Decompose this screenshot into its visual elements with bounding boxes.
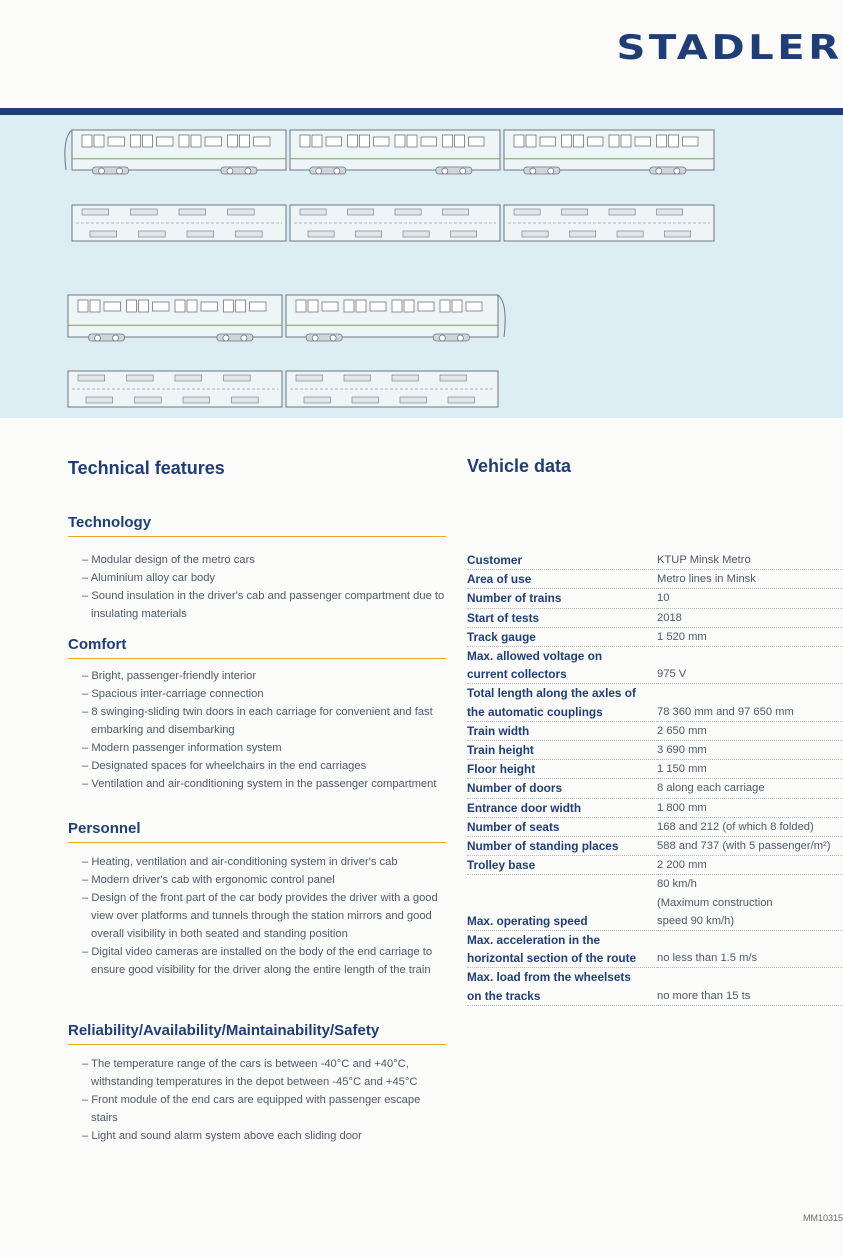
door-window: [224, 300, 234, 312]
car-window: [157, 137, 174, 146]
door-window: [175, 300, 185, 312]
row-value: [657, 721, 843, 740]
row-value: [657, 627, 843, 646]
roof-unit: [228, 209, 255, 215]
table-row: [467, 647, 843, 684]
bogie: [650, 167, 686, 174]
roof-unit: [344, 375, 370, 381]
car-window: [201, 302, 218, 311]
wheel: [330, 335, 336, 341]
list-item: – Sound insulation in the driver's cab and passenger compartment due to insulating materials: [82, 587, 446, 623]
car-window: [153, 302, 170, 311]
wheel: [457, 335, 463, 341]
row-label: [467, 589, 657, 608]
door-window: [526, 135, 536, 147]
row-value: [657, 837, 843, 856]
door-window: [562, 135, 572, 147]
bogie: [217, 334, 253, 341]
car-window: [469, 137, 485, 146]
car-window: [635, 137, 651, 146]
roof-unit: [400, 397, 426, 403]
wheel: [530, 168, 536, 174]
car-window: [588, 137, 604, 146]
roof-unit: [352, 397, 378, 403]
label-line: on the tracks: [467, 988, 541, 1003]
value-line: 2 200 mm: [657, 859, 707, 872]
row-value: [657, 968, 843, 1005]
value-line: 80 km/h: [657, 878, 697, 891]
car-window: [683, 137, 699, 146]
wheel: [95, 335, 101, 341]
label-line: horizontal section of the route: [467, 951, 637, 966]
wheel: [223, 335, 229, 341]
roof-unit: [179, 209, 206, 215]
row-label: [467, 721, 657, 740]
door-window: [308, 300, 318, 312]
table-row: [467, 856, 843, 875]
car-window: [466, 302, 482, 311]
table-row: [467, 875, 843, 931]
wheel: [117, 168, 123, 174]
wheel: [227, 168, 233, 174]
bogie: [306, 334, 342, 341]
list-item: – Modern passenger information system: [82, 739, 446, 757]
wheel: [460, 168, 466, 174]
list-item: – Ventilation and air-conditioning system in the passenger compartment: [82, 775, 446, 793]
section-reliability: [68, 1022, 446, 1145]
list-item: – Bright, passenger-friendly interior: [82, 667, 446, 685]
row-value: [657, 817, 843, 836]
door-window: [179, 135, 189, 147]
section-list: [68, 1055, 446, 1145]
door-window: [187, 300, 197, 312]
bogie: [436, 167, 472, 174]
door-window: [300, 135, 310, 147]
table-row: [467, 779, 843, 798]
table-row: [467, 608, 843, 627]
roof-unit: [139, 231, 166, 237]
door-window: [191, 135, 201, 147]
value-line: no more than 15 ts: [657, 989, 751, 1002]
car-window: [254, 137, 271, 146]
car-window: [540, 137, 556, 146]
list-item: – Heating, ventilation and air-conditioning system in driver's cab: [82, 853, 446, 871]
row-label: [467, 968, 657, 1005]
train-drawings-panel: [0, 115, 843, 418]
table-row: [467, 931, 843, 968]
value-line: speed 90 km/h): [657, 914, 735, 927]
label-line: Max. acceleration in the: [467, 933, 601, 948]
label-line: Customer: [467, 553, 523, 567]
section-title: Technology: [68, 514, 446, 537]
table-row: [467, 589, 843, 608]
row-label: [467, 798, 657, 817]
row-value: [657, 856, 843, 875]
roof-unit: [224, 375, 251, 381]
row-label: [467, 856, 657, 875]
bogie: [93, 167, 129, 174]
row-value: [657, 741, 843, 760]
label-line: Number of standing places: [467, 839, 619, 854]
row-value: [657, 684, 843, 721]
list-item: – Light and sound alarm system above each sliding door: [82, 1127, 446, 1145]
roof-unit: [657, 209, 683, 215]
table-row: [467, 968, 843, 1005]
section-list: [68, 853, 446, 979]
list-item: – Modern driver's cab with ergonomic control panel: [82, 871, 446, 889]
value-line: KTUP Minsk Metro: [657, 554, 751, 566]
table-row: [467, 798, 843, 817]
door-window: [296, 300, 306, 312]
roof-unit: [232, 397, 259, 403]
cab-nose: [498, 295, 505, 337]
list-item: – Designated spaces for wheelchairs in the end carriages: [82, 757, 446, 775]
door-window: [452, 300, 462, 312]
row-value: [657, 570, 843, 589]
roof-unit: [183, 397, 210, 403]
row-label: [467, 875, 657, 931]
label-line: Area of use: [467, 572, 532, 587]
label-line: Total length along the axles of: [467, 686, 636, 701]
door-window: [574, 135, 584, 147]
roof-unit: [514, 209, 540, 215]
bogie: [89, 334, 125, 341]
car-window: [104, 302, 121, 311]
door-window: [131, 135, 141, 147]
label-line: Max. load from the wheelsets: [467, 970, 631, 985]
wheel: [245, 168, 251, 174]
label-line: Trolley base: [467, 858, 536, 873]
label-line: Max. allowed voltage on: [467, 649, 603, 664]
roof-unit: [609, 209, 635, 215]
value-line: 10: [657, 592, 670, 605]
bogie: [221, 167, 257, 174]
door-window: [348, 135, 358, 147]
door-window: [455, 135, 465, 147]
row-label: [467, 684, 657, 721]
roof-unit: [296, 375, 322, 381]
value-line: 1 150 mm: [657, 763, 707, 776]
table-row: [467, 741, 843, 760]
roof-unit: [308, 231, 334, 237]
document-code: MM10315: [802, 1213, 843, 1223]
value-line: 2 650 mm: [657, 724, 707, 737]
list-item: – Front module of the end cars are equipped with passenger escape stairs: [82, 1091, 446, 1127]
roof-unit: [127, 375, 154, 381]
door-window: [657, 135, 667, 147]
roof-unit: [135, 397, 162, 403]
roof-unit: [570, 231, 596, 237]
door-window: [90, 300, 100, 312]
roof-unit: [86, 397, 113, 403]
door-window: [356, 300, 366, 312]
table-row: [467, 684, 843, 721]
value-line: Metro lines in Minsk: [657, 573, 756, 586]
cab-nose: [65, 130, 72, 170]
section-personnel: [68, 820, 446, 979]
roof-unit: [665, 231, 691, 237]
wheel: [548, 168, 554, 174]
list-item: – Aluminium alloy car body: [82, 569, 446, 587]
section-list: [68, 551, 446, 623]
value-line: 168 and 212 (of which 8 folded): [657, 820, 814, 833]
row-label: [467, 608, 657, 627]
row-value: [657, 798, 843, 817]
row-value: [657, 608, 843, 627]
bogie: [433, 334, 469, 341]
section-title: Reliability/Availability/Maintainability/Safety: [68, 1022, 446, 1045]
label-line: the automatic couplings: [467, 704, 603, 719]
row-value: [657, 551, 843, 570]
door-window: [404, 300, 414, 312]
list-item: – Digital video cameras are installed on the body of the end carriage to ensure good visibility for the driver along the entire length of the train: [82, 943, 446, 979]
bogie: [524, 167, 560, 174]
roof-unit: [562, 209, 588, 215]
header-divider-bar: [0, 108, 843, 115]
table-row: [467, 760, 843, 779]
door-window: [440, 300, 450, 312]
label-line: Number of seats: [467, 819, 560, 834]
car-window: [205, 137, 222, 146]
row-label: [467, 837, 657, 856]
row-label: [467, 627, 657, 646]
car-window: [326, 137, 342, 146]
label-line: Track gauge: [467, 629, 536, 644]
row-label: [467, 931, 657, 968]
row-label: [467, 570, 657, 589]
roof-unit: [440, 375, 466, 381]
row-value: [657, 589, 843, 608]
wheel: [99, 168, 105, 174]
section-list: [68, 667, 446, 793]
value-line: 3 690 mm: [657, 744, 707, 757]
wheel: [316, 168, 322, 174]
roof-unit: [304, 397, 330, 403]
value-line: 1 520 mm: [657, 630, 707, 643]
table-row: [467, 570, 843, 589]
roof-unit: [348, 209, 374, 215]
train-drawing: [0, 115, 843, 418]
roof-unit: [175, 375, 202, 381]
roof-unit: [356, 231, 382, 237]
label-line: Floor height: [467, 762, 536, 777]
roof-unit: [187, 231, 214, 237]
door-window: [228, 135, 238, 147]
door-window: [669, 135, 679, 147]
roof-unit: [90, 231, 117, 237]
roof-unit: [451, 231, 477, 237]
table-row: [467, 551, 843, 570]
door-window: [360, 135, 370, 147]
roof-unit: [522, 231, 548, 237]
row-label: [467, 741, 657, 760]
door-window: [139, 300, 149, 312]
door-window: [609, 135, 619, 147]
door-window: [82, 135, 92, 147]
label-line: Start of tests: [467, 610, 540, 625]
section-title: Comfort: [68, 636, 446, 659]
value-line: (Maximum construction: [657, 896, 773, 909]
wheel: [334, 168, 340, 174]
row-label: [467, 760, 657, 779]
label-line: current collectors: [467, 667, 567, 682]
section-comfort: [68, 636, 446, 793]
wheel: [442, 168, 448, 174]
row-value: [657, 875, 843, 931]
table-row: [467, 627, 843, 646]
door-window: [127, 300, 137, 312]
wheel: [241, 335, 247, 341]
wheel: [312, 335, 318, 341]
list-item: – Spacious inter-carriage connection: [82, 685, 446, 703]
label-line: Number of trains: [467, 591, 562, 606]
roof-unit: [448, 397, 474, 403]
door-window: [312, 135, 322, 147]
value-line: 2018: [657, 611, 682, 624]
door-window: [395, 135, 405, 147]
label-line: Train width: [467, 723, 530, 738]
car-window: [108, 137, 125, 146]
car-window: [418, 302, 434, 311]
roof-unit: [443, 209, 469, 215]
list-item: – Modular design of the metro cars: [82, 551, 446, 569]
car-window: [322, 302, 338, 311]
value-line: 8 along each carriage: [657, 782, 765, 795]
table-row: [467, 837, 843, 856]
roof-unit: [395, 209, 421, 215]
section-title: Personnel: [68, 820, 446, 843]
stadler-logo: STADLER: [616, 28, 843, 68]
roof-unit: [131, 209, 158, 215]
list-item: – Design of the front part of the car body provides the driver with a good view over platforms and tunnels through the station mirrors and good overall visibility in both seated and standing position: [82, 889, 446, 943]
label-line: Entrance door width: [467, 800, 582, 815]
row-value: [657, 647, 843, 684]
wheel: [656, 168, 662, 174]
row-value: [657, 760, 843, 779]
table-row: [467, 817, 843, 836]
door-window: [392, 300, 402, 312]
label-line: Train height: [467, 743, 534, 758]
technical-features-title: Technical features: [68, 458, 225, 478]
door-window: [78, 300, 88, 312]
row-label: [467, 817, 657, 836]
list-item: – 8 swinging-sliding twin doors in each carriage for convenient and fast embarking and disembarking: [82, 703, 446, 739]
car-window: [250, 302, 267, 311]
door-window: [407, 135, 417, 147]
label-line: Number of doors: [467, 781, 563, 796]
car-window: [374, 137, 390, 146]
value-line: 1 800 mm: [657, 801, 707, 814]
roof-unit: [300, 209, 326, 215]
door-window: [514, 135, 524, 147]
row-value: [657, 931, 843, 968]
car-window: [421, 137, 437, 146]
door-window: [443, 135, 453, 147]
door-window: [344, 300, 354, 312]
door-window: [143, 135, 153, 147]
table-row: [467, 721, 843, 740]
section-technology: [68, 514, 446, 623]
wheel: [674, 168, 680, 174]
value-line: no less than 1.5 m/s: [657, 952, 758, 965]
door-window: [94, 135, 104, 147]
door-window: [621, 135, 631, 147]
row-label: [467, 779, 657, 798]
row-label: [467, 647, 657, 684]
roof-unit: [392, 375, 418, 381]
value-line: 588 and 737 (with 5 passenger/m²): [657, 840, 831, 853]
value-line: 78 360 mm and 97 650 mm: [657, 705, 794, 718]
roof-unit: [236, 231, 263, 237]
row-label: [467, 551, 657, 570]
roof-unit: [82, 209, 109, 215]
roof-unit: [78, 375, 105, 381]
wheel: [113, 335, 119, 341]
roof-unit: [403, 231, 429, 237]
bogie: [310, 167, 346, 174]
value-line: 975 V: [657, 668, 687, 681]
vehicle-data-title: Vehicle data: [467, 456, 572, 476]
label-line: Max. operating speed: [467, 913, 588, 928]
car-window: [370, 302, 386, 311]
list-item: – The temperature range of the cars is between -40°C and +40°C, withstanding temperatures in the depot between -45°C and +45°C: [82, 1055, 446, 1091]
door-window: [240, 135, 250, 147]
vehicle-data-table: [467, 551, 843, 1006]
roof-unit: [617, 231, 643, 237]
door-window: [236, 300, 246, 312]
wheel: [439, 335, 445, 341]
row-value: [657, 779, 843, 798]
